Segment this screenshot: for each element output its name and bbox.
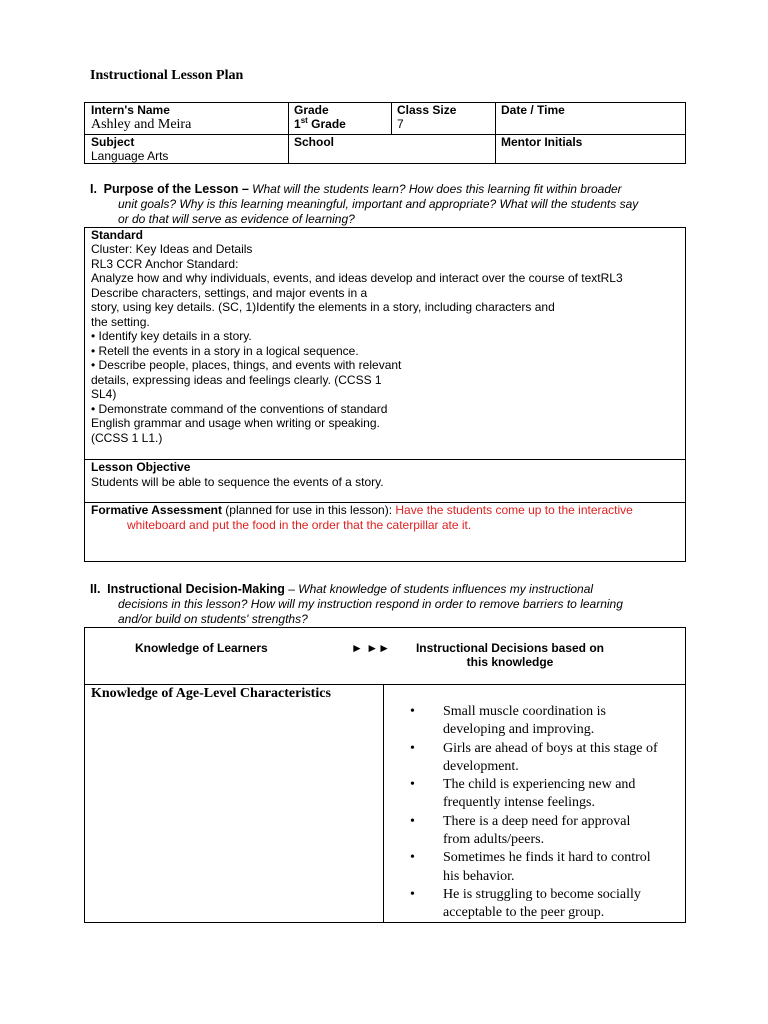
objective-text: Students will be able to sequence the events of a story. xyxy=(91,475,384,489)
standard-line: details, expressing ideas and feelings clearly. (CCSS 1 xyxy=(91,372,382,387)
school-cell xyxy=(288,135,495,149)
section2-question-1: What knowledge of students influences my instructional xyxy=(298,582,594,596)
standard-line: the setting. xyxy=(91,314,150,329)
standard-line: (CCSS 1 L1.) xyxy=(91,430,163,445)
col-header-decisions: Instructional Decisions based on this knowledge xyxy=(415,641,605,669)
standard-line: RL3 CCR Anchor Standard: xyxy=(91,256,239,271)
grade-label: Grade xyxy=(294,103,329,117)
standard-line: SL4) xyxy=(91,387,117,401)
standard-line: story, using key details. (SC, 1)Identify the elements in a story, including characters and xyxy=(91,300,555,314)
school-label: School xyxy=(294,135,335,149)
section2-title: Instructional Decision-Making xyxy=(107,582,285,596)
formative-block xyxy=(91,503,681,533)
section2-question-2: decisions in this lesson? How will my instruction respond in order to remove barriers to learning xyxy=(118,597,623,611)
bullet-icon: • xyxy=(410,813,415,829)
arrows-icon: ► ►► xyxy=(351,641,390,655)
class-size-cell xyxy=(391,103,495,131)
standard-line: Describe characters, settings, and major events in a xyxy=(91,285,368,300)
section1-numeral: I. xyxy=(90,182,97,196)
header-table xyxy=(84,102,686,164)
objective-label: Lesson Objective xyxy=(91,460,191,474)
col-header-knowledge: Knowledge of Learners xyxy=(135,641,268,655)
subject-cell xyxy=(85,135,288,163)
subject-value: Language Arts xyxy=(91,149,169,163)
intern-name-value: Ashley and Meira xyxy=(91,117,192,132)
bullet-icon: • xyxy=(410,850,415,866)
grade-value: 1st Grade xyxy=(294,116,346,131)
objective-block xyxy=(91,460,384,490)
date-time-cell xyxy=(495,103,685,117)
grade-cell xyxy=(288,103,391,131)
intern-name-cell xyxy=(85,103,288,133)
list-item: • Girls are ahead of boys at this stage of development. xyxy=(410,740,658,774)
standard-line: • Demonstrate command of the conventions of standard xyxy=(91,401,388,416)
list-item: • There is a deep need for approval from adults/peers. xyxy=(410,813,631,848)
formative-text: Have the students come up to the interactive xyxy=(395,503,633,517)
standard-line: Analyze how and why individuals, events, and ideas develop and interact over the course of textRL3 xyxy=(91,271,623,285)
standard-line: • Identify key details in a story. xyxy=(91,329,252,343)
age-characteristics-list xyxy=(410,703,680,923)
formative-note: (planned for use in this lesson): xyxy=(221,503,396,517)
section1-question-3: or do that will serve as evidence of learning? xyxy=(118,212,355,226)
list-item: • Sometimes he finds it hard to control his behavior. xyxy=(410,850,651,884)
list-item: • He is struggling to become socially acceptable to the peer group. xyxy=(410,886,641,921)
section1-question-2: unit goals? Why is this learning meaningful, important and appropriate? What will the students say xyxy=(118,197,639,211)
intern-name-label: Intern's Name xyxy=(91,103,170,117)
bullet-icon: • xyxy=(410,777,415,793)
formative-text-cont: whiteboard and put the food in the order that the caterpillar ate it. xyxy=(127,518,472,532)
section2-question-3: and/or build on students' strengths? xyxy=(118,612,308,626)
bullet-icon: • xyxy=(410,886,415,902)
section1-question-1: What will the students learn? How does this learning fit within broader xyxy=(252,182,622,196)
bullet-icon: • xyxy=(410,740,415,756)
row-label-age-level: Knowledge of Age-Level Characteristics xyxy=(91,686,331,701)
class-size-value: 7 xyxy=(397,117,404,131)
section1-heading xyxy=(90,182,690,227)
purpose-box xyxy=(84,227,686,562)
subject-label: Subject xyxy=(91,135,135,149)
section1-title: Purpose of the Lesson – xyxy=(103,182,249,196)
date-time-label: Date / Time xyxy=(501,103,565,117)
mentor-initials-cell xyxy=(495,135,685,149)
standard-line: English grammar and usage when writing or speaking. xyxy=(91,416,380,430)
list-item: • The child is experiencing new and frequently intense feelings. xyxy=(410,777,636,811)
bullet-icon: • xyxy=(410,704,415,719)
mentor-initials-label: Mentor Initials xyxy=(501,135,583,149)
standard-block xyxy=(91,228,623,445)
document-title: Instructional Lesson Plan xyxy=(90,68,244,83)
section2-heading: II. Instructional Decision-Making – What knowledge of students influences my instructional decisions in this lesson? How will my instruction respond in order to remove barriers to learning and/or build on students' strengths? xyxy=(90,582,623,626)
standard-line: • Retell the events in a story in a logical sequence. xyxy=(91,343,359,358)
list-item: • Small muscle coordination is developing and improving. xyxy=(410,704,606,738)
section2-numeral: II. xyxy=(90,582,101,596)
standard-line: Cluster: Key Ideas and Details xyxy=(91,242,253,256)
class-size-label: Class Size xyxy=(397,103,457,117)
standard-line: • Describe people, places, things, and events with relevant xyxy=(91,358,402,372)
formative-label: Formative Assessment xyxy=(91,503,222,517)
standard-label: Standard xyxy=(91,228,144,242)
